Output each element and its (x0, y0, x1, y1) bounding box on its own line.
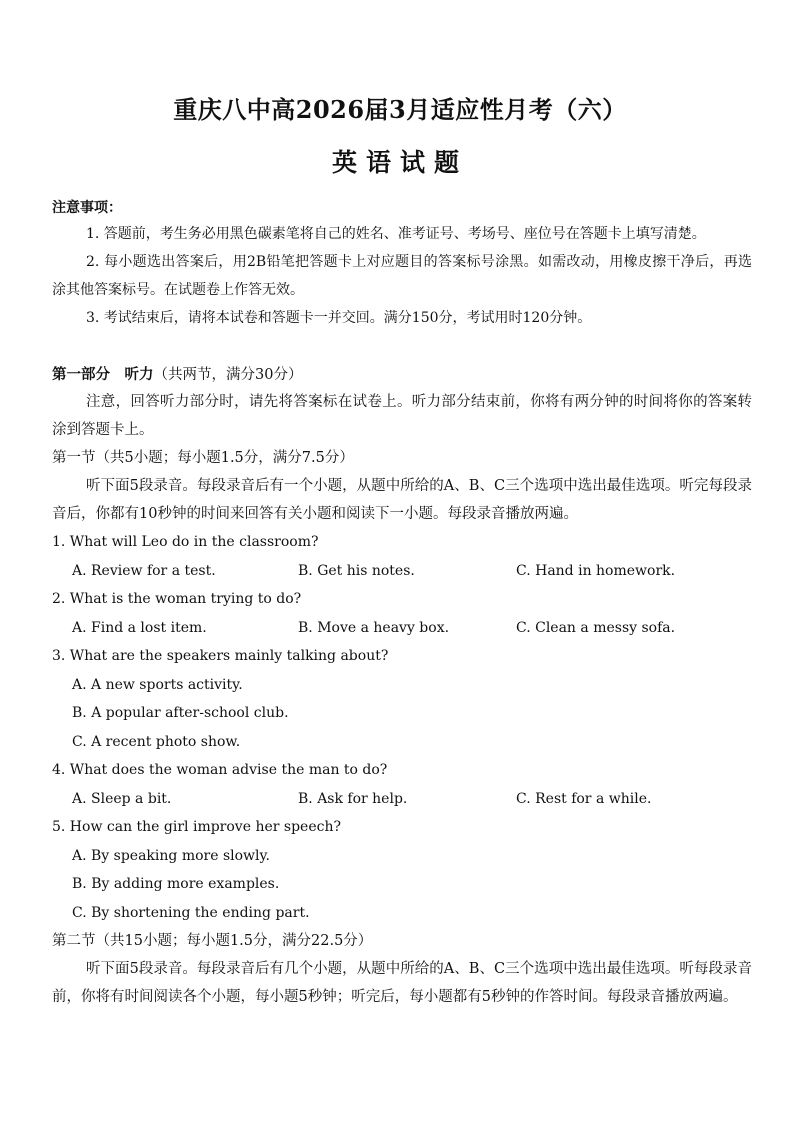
option-c: C. Clean a messy sofa. (516, 619, 676, 636)
section2-title: 第二节（共15小题；每小题1.5分，满分22.5分） (52, 933, 373, 949)
section2-instructions: 听下面5段录音。每段录音后有几个小题，从题中所给的A、B、C三个选项中选出最佳选项。听每段录音前，你将有时间阅读各个小题，每小题5秒钟；听完后，每小题都有5秒钟的作答时间。每段录音播放两遍。 (52, 961, 752, 1005)
option-a: A. Find a lost item. (72, 619, 207, 636)
part1-name: 第一部分 听力 (52, 366, 154, 383)
spacer (52, 332, 752, 362)
part1-score: （共两节，满分30分） (153, 367, 303, 383)
option-c: C. Hand in homework. (516, 562, 676, 579)
option-a: A. Review for a test. (72, 562, 216, 579)
option-b: B. Ask for help. (298, 790, 408, 807)
section1-title: 第一节（共5小题；每小题1.5分，满分7.5分） (52, 450, 354, 466)
notice-item-2: 2. 每小题选出答案后，用2B铅笔把答题卡上对应题目的答案标号涂黑。如需改动，用橡皮擦干净后，再选涂其他答案标号。在试题卷上作答无效。 (52, 254, 752, 298)
notice-item-3: 3. 考试结束后，请将本试卷和答题卡一并交回。满分150分，考试用时120分钟。 (86, 310, 592, 326)
option-c: C. Rest for a while. (516, 790, 652, 807)
question-stem: 1. What will Leo do in the classroom? (52, 534, 319, 550)
option-b: B. A popular after-school club. (72, 705, 289, 721)
option-a: A. A new sports activity. (72, 676, 243, 693)
section1-instructions: 听下面5段录音。每段录音后有一个小题，从题中所给的A、B、C三个选项中选出最佳选项。听完每段录音后，你都有10秒钟的时间来回答有关小题和阅读下一小题。每段录音播放两遍。 (52, 478, 752, 522)
part1-note: 注意，回答听力部分时，请先将答案标在试卷上。听力部分结束前，你将有两分钟的时间将你的答案转涂到答题卡上。 (52, 394, 752, 438)
part1-title (52, 362, 752, 388)
notice-heading: 注意事项： (52, 200, 122, 216)
question-stem: 3. What are the speakers mainly talking about? (52, 648, 389, 664)
question-stem: 5. How can the girl improve her speech? (52, 819, 341, 835)
option-c: C. By shortening the ending part. (72, 904, 310, 921)
question-options (52, 614, 752, 643)
option-a: A. Sleep a bit. (72, 790, 172, 807)
option-b: B. By adding more examples. (72, 876, 280, 892)
option-b: B. Move a heavy box. (298, 619, 450, 636)
question-options (52, 557, 752, 586)
question-stem: 2. What is the woman trying to do? (52, 591, 302, 607)
exam-title: 重庆八中高2026届3月适应性月考（六） (173, 95, 627, 124)
option-c: C. A recent photo show. (72, 733, 241, 750)
question-stem: 4. What does the woman advise the man to do? (52, 762, 388, 778)
option-a: A. By speaking more slowly. (72, 847, 271, 864)
exam-content (52, 196, 752, 1011)
question-options (52, 785, 752, 814)
exam-subtitle: 英语试题 (331, 148, 468, 177)
notice-item-1: 1. 答题前，考生务必用黑色碳素笔将自己的姓名、准考证号、考场号、座位号在答题卡上填写清楚。 (86, 226, 706, 242)
option-b: B. Get his notes. (298, 562, 415, 579)
